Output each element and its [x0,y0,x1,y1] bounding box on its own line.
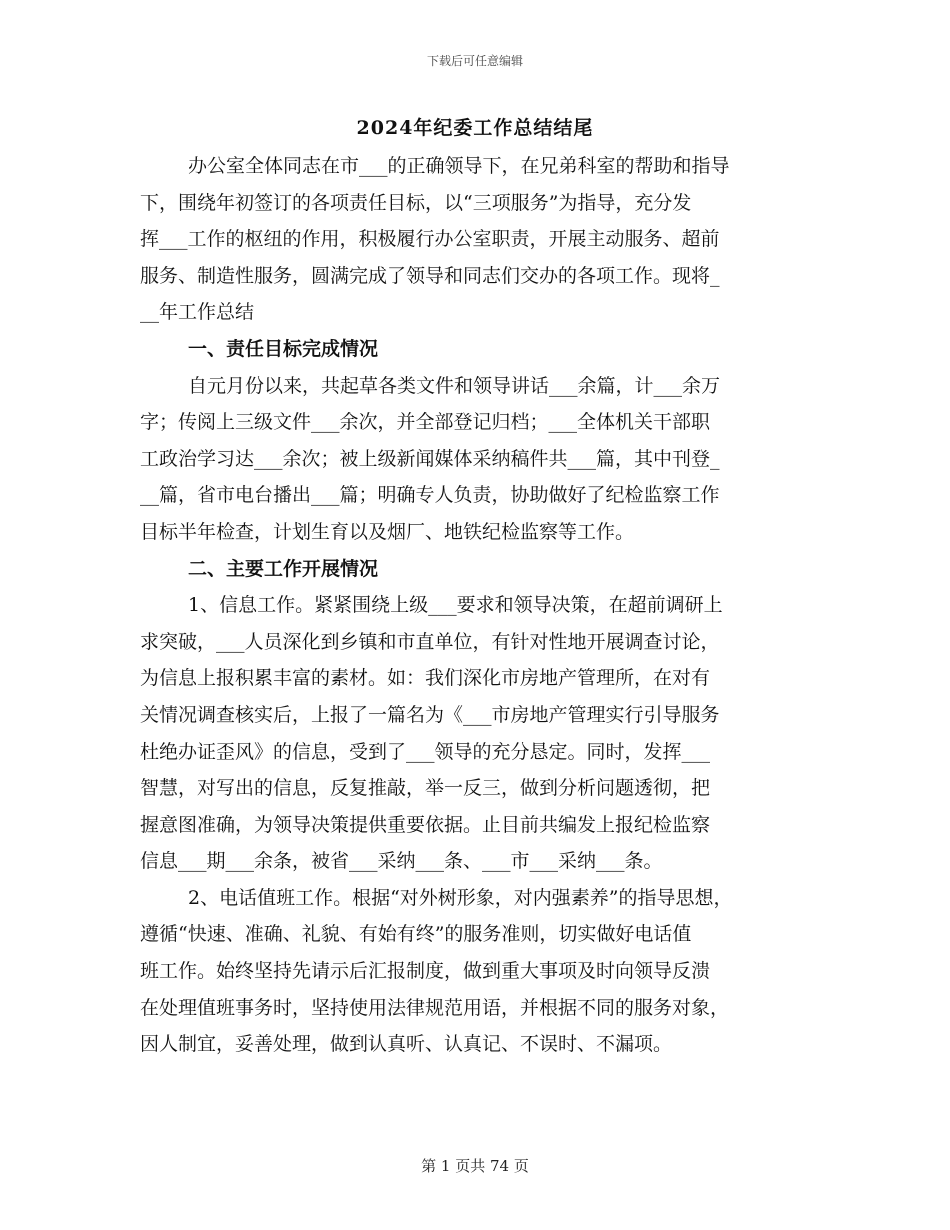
body-line: 信息___期___余条，被省___采纳___条、___市___采纳___条。 [140,850,663,873]
body-line: 办公室全体同志在市___的正确领导下，在兄弟科室的帮助和指导 [188,155,730,177]
body-line: 因人制宜，妥善处理，做到认真听、认真记、不误时、不漏项。 [140,1033,673,1056]
document-body [140,148,820,1063]
section-heading: 一、责任目标完成情况 [188,337,379,360]
body-line: 求突破，___人员深化到乡镇和市直单位，有针对性地开展调查讨论， [140,630,720,653]
body-line: 工政治学习达___余次；被上级新闻媒体采纳稿件共___篇，其中刊登_ [140,447,720,470]
document-title: 2024年纪委工作总结结尾 [356,117,594,139]
body-line: 下，围绕年初签订的各项责任目标，以“三项服务”为指导，充分发 [140,191,692,214]
body-line: __年工作总结 [140,301,255,324]
body-line: 目标半年检查，计划生育以及烟厂、地铁纪检监察等工作。 [140,520,635,543]
body-line: 为信息上报积累丰富的素材。如：我们深化市房地产管理所，在对有 [140,667,711,690]
body-line: 关情况调查核实后，上报了一篇名为《___市房地产管理实行引导服务 [140,703,720,726]
body-line: 遵循“快速、准确、礼貌、有始有终”的服务准则，切实做好电话值 [140,923,692,946]
body-line: 1、信息工作。紧紧围绕上级___要求和领导决策，在超前调研上 [188,594,723,617]
body-line: 智慧，对写出的信息，反复推敲，举一反三，做到分析问题透彻，把 [140,777,711,800]
page-footer: 第 1 页共 74 页 [421,1157,529,1175]
body-line: 2、电话值班工作。根据“对外树形象，对内强素养”的指导思想， [188,886,733,909]
body-line: 服务、制造性服务，圆满完成了领导和同志们交办的各项工作。现将_ [140,264,720,287]
body-line: 杜绝办证歪风》的信息，受到了___领导的充分恳定。同时，发挥___ [140,740,711,763]
body-line: 在处理值班事务时，坚持使用法律规范用语，并根据不同的服务对象， [140,996,730,1019]
section-heading: 二、主要工作开展情况 [188,557,379,580]
body-line: 握意图准确，为领导决策提供重要依据。止目前共编发上报纪检监察 [140,813,711,836]
body-line: 班工作。始终坚持先请示后汇报制度，做到重大事项及时向领导反溃 [140,960,711,983]
page-header: 下载后可任意编辑 [426,54,523,68]
body-line: 字；传阅上三级文件___余次，并全部登记归档；___全体机关干部职 [140,411,711,434]
body-line: __篇，省市电台播出___篇；明确专人负责，协助做好了纪检监察工作 [140,484,720,507]
body-line: 挥___工作的枢纽的作用，积极履行办公室职责，开展主动服务、超前 [140,228,720,251]
body-line: 自元月份以来，共起草各类文件和领导讲话___余篇，计___余万 [188,374,721,397]
